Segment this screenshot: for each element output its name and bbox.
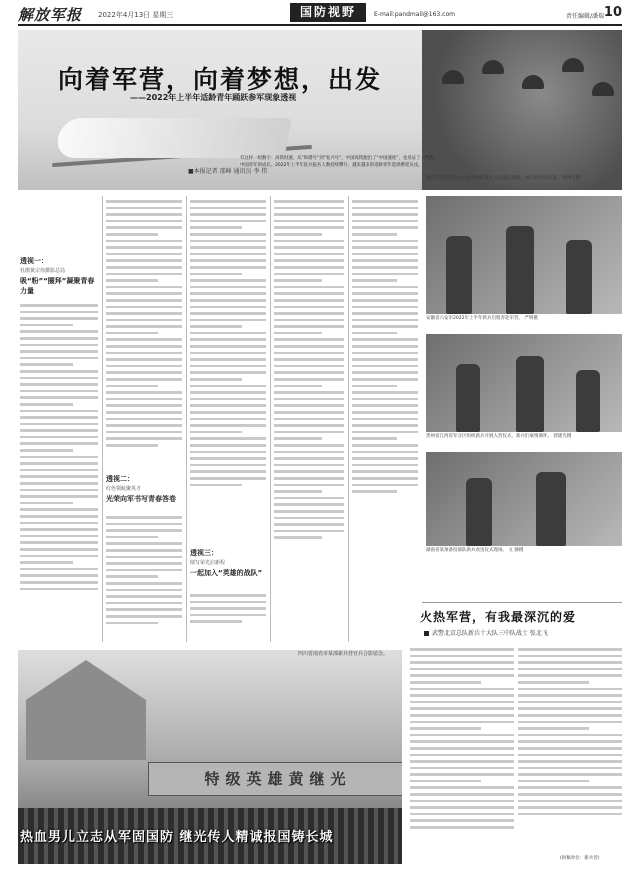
story-byline — [424, 628, 548, 637]
column-divider — [348, 196, 349, 642]
soldier-figure — [516, 356, 544, 432]
section-number: 透视三： — [190, 549, 218, 557]
section-number: 透视一： — [20, 257, 48, 265]
story-divider — [422, 602, 622, 603]
story-column-2 — [518, 644, 622, 850]
article-column-5 — [352, 196, 418, 596]
soldier-figure — [466, 478, 492, 546]
square-bullet-icon — [424, 631, 429, 636]
soldier-figure — [576, 370, 600, 432]
high-speed-train-image — [54, 118, 291, 158]
lead-paragraph: 有这样一组数字：高铁时速，从“和谐号”到“复兴号”，中国高铁跑出了“中国速度”，也见证了一代代中国青年的成长。2022年上半年征兵报名人数持续攀升，越来越多的适龄青年选择携笔从戎。 — [240, 156, 434, 168]
helmet-shape — [442, 70, 464, 84]
soldier-figure — [456, 364, 480, 432]
hero-photo — [18, 30, 622, 190]
story-column-1 — [410, 644, 514, 862]
memorial-sign: 特级英雄黄继光 — [148, 762, 402, 796]
photo-2-caption: 安徽省六安市2022年上半年新兵启程奔赴军营。 严明摄 — [426, 316, 538, 321]
section-title: 国防视野 — [290, 3, 366, 22]
masthead — [18, 6, 622, 26]
soldiers-photo — [422, 30, 622, 190]
banner-headline: 热血男儿立志从军固国防 继光传人精诚报国铸长城 — [20, 830, 334, 845]
column-divider — [102, 196, 103, 642]
section-title: 光荣向军书写青春答卷 — [106, 495, 176, 503]
article-column-2b — [106, 512, 182, 642]
page-number: 10 — [603, 5, 622, 20]
article-column-1 — [20, 300, 98, 640]
photo-new-recruits — [426, 196, 622, 314]
helmet-shape — [562, 58, 584, 72]
photo-ceremony — [426, 334, 622, 432]
helmet-shape — [592, 82, 614, 96]
memorial-gate-shape — [26, 660, 146, 760]
story-headline: 火热军营，有我最深沉的爱 — [420, 610, 577, 624]
article-column-3 — [190, 196, 266, 542]
section-number: 透视二： — [106, 475, 134, 483]
section-kicker: 红色领航聚英才 — [106, 486, 142, 492]
article-column-2 — [106, 196, 182, 466]
byline: ■本报记者 邵峰 通讯员 李 伟 — [188, 168, 268, 175]
photo-4-caption: 湖南省某预备役部队新兵欢送仪式现场。 文 静摄 — [426, 548, 524, 553]
soldier-figure — [506, 226, 534, 314]
column-divider — [270, 196, 271, 642]
soldier-figure — [536, 472, 566, 546]
bottom-banner-photo — [18, 650, 402, 864]
newspaper-logo: 解放军报 — [18, 6, 83, 24]
section-title: 吸“粉”“圈拜”凝聚青春力量 — [20, 277, 95, 295]
article-column-4 — [274, 196, 344, 642]
headline: 向着军营，向着梦想，出发 — [58, 65, 383, 94]
helmet-shape — [482, 60, 504, 74]
column-divider — [186, 196, 187, 642]
section-kicker: 续写荣光启新程 — [190, 560, 226, 566]
editor-credit: 责任编辑/潘瑞 — [566, 13, 605, 20]
article-column-3b — [190, 590, 266, 644]
soldier-figure — [446, 236, 472, 314]
section-heading-2 — [106, 474, 182, 504]
story-footer: (供稿单位：新兵营) — [560, 856, 600, 861]
photo-send-off — [426, 452, 622, 546]
story-author: 武警北京总队新兵十大队三中队战士 张北飞 — [432, 630, 548, 637]
section-title: 一起加入“英雄的战队” — [190, 569, 263, 577]
soldier-figure — [566, 240, 592, 314]
section-kicker: 杜鹃黄宗伟摄影总局 — [20, 268, 66, 274]
section-heading-1 — [20, 256, 98, 296]
subheadline: ——2022年上半年适龄青年踊跃参军现象透视 — [130, 93, 297, 102]
photo-3-caption: 贵州省江西省军分区组织新兵开展入营仪式，新兵们豪情满怀。 郭建光摄 — [426, 434, 572, 439]
hero-caption: 浙江省军区应急大队新兵组织战斗力实战化训练，展示新兵员风采。 黄两生摄 — [426, 176, 581, 181]
helmet-shape — [522, 75, 544, 89]
banner-caption: 四川省南充市某部新兵营官兵合影留念。 — [298, 651, 389, 657]
contact-email: E-mail:pandmail@163.com — [374, 11, 455, 18]
issue-date: 2022年4月13日 星期三 — [98, 11, 174, 19]
